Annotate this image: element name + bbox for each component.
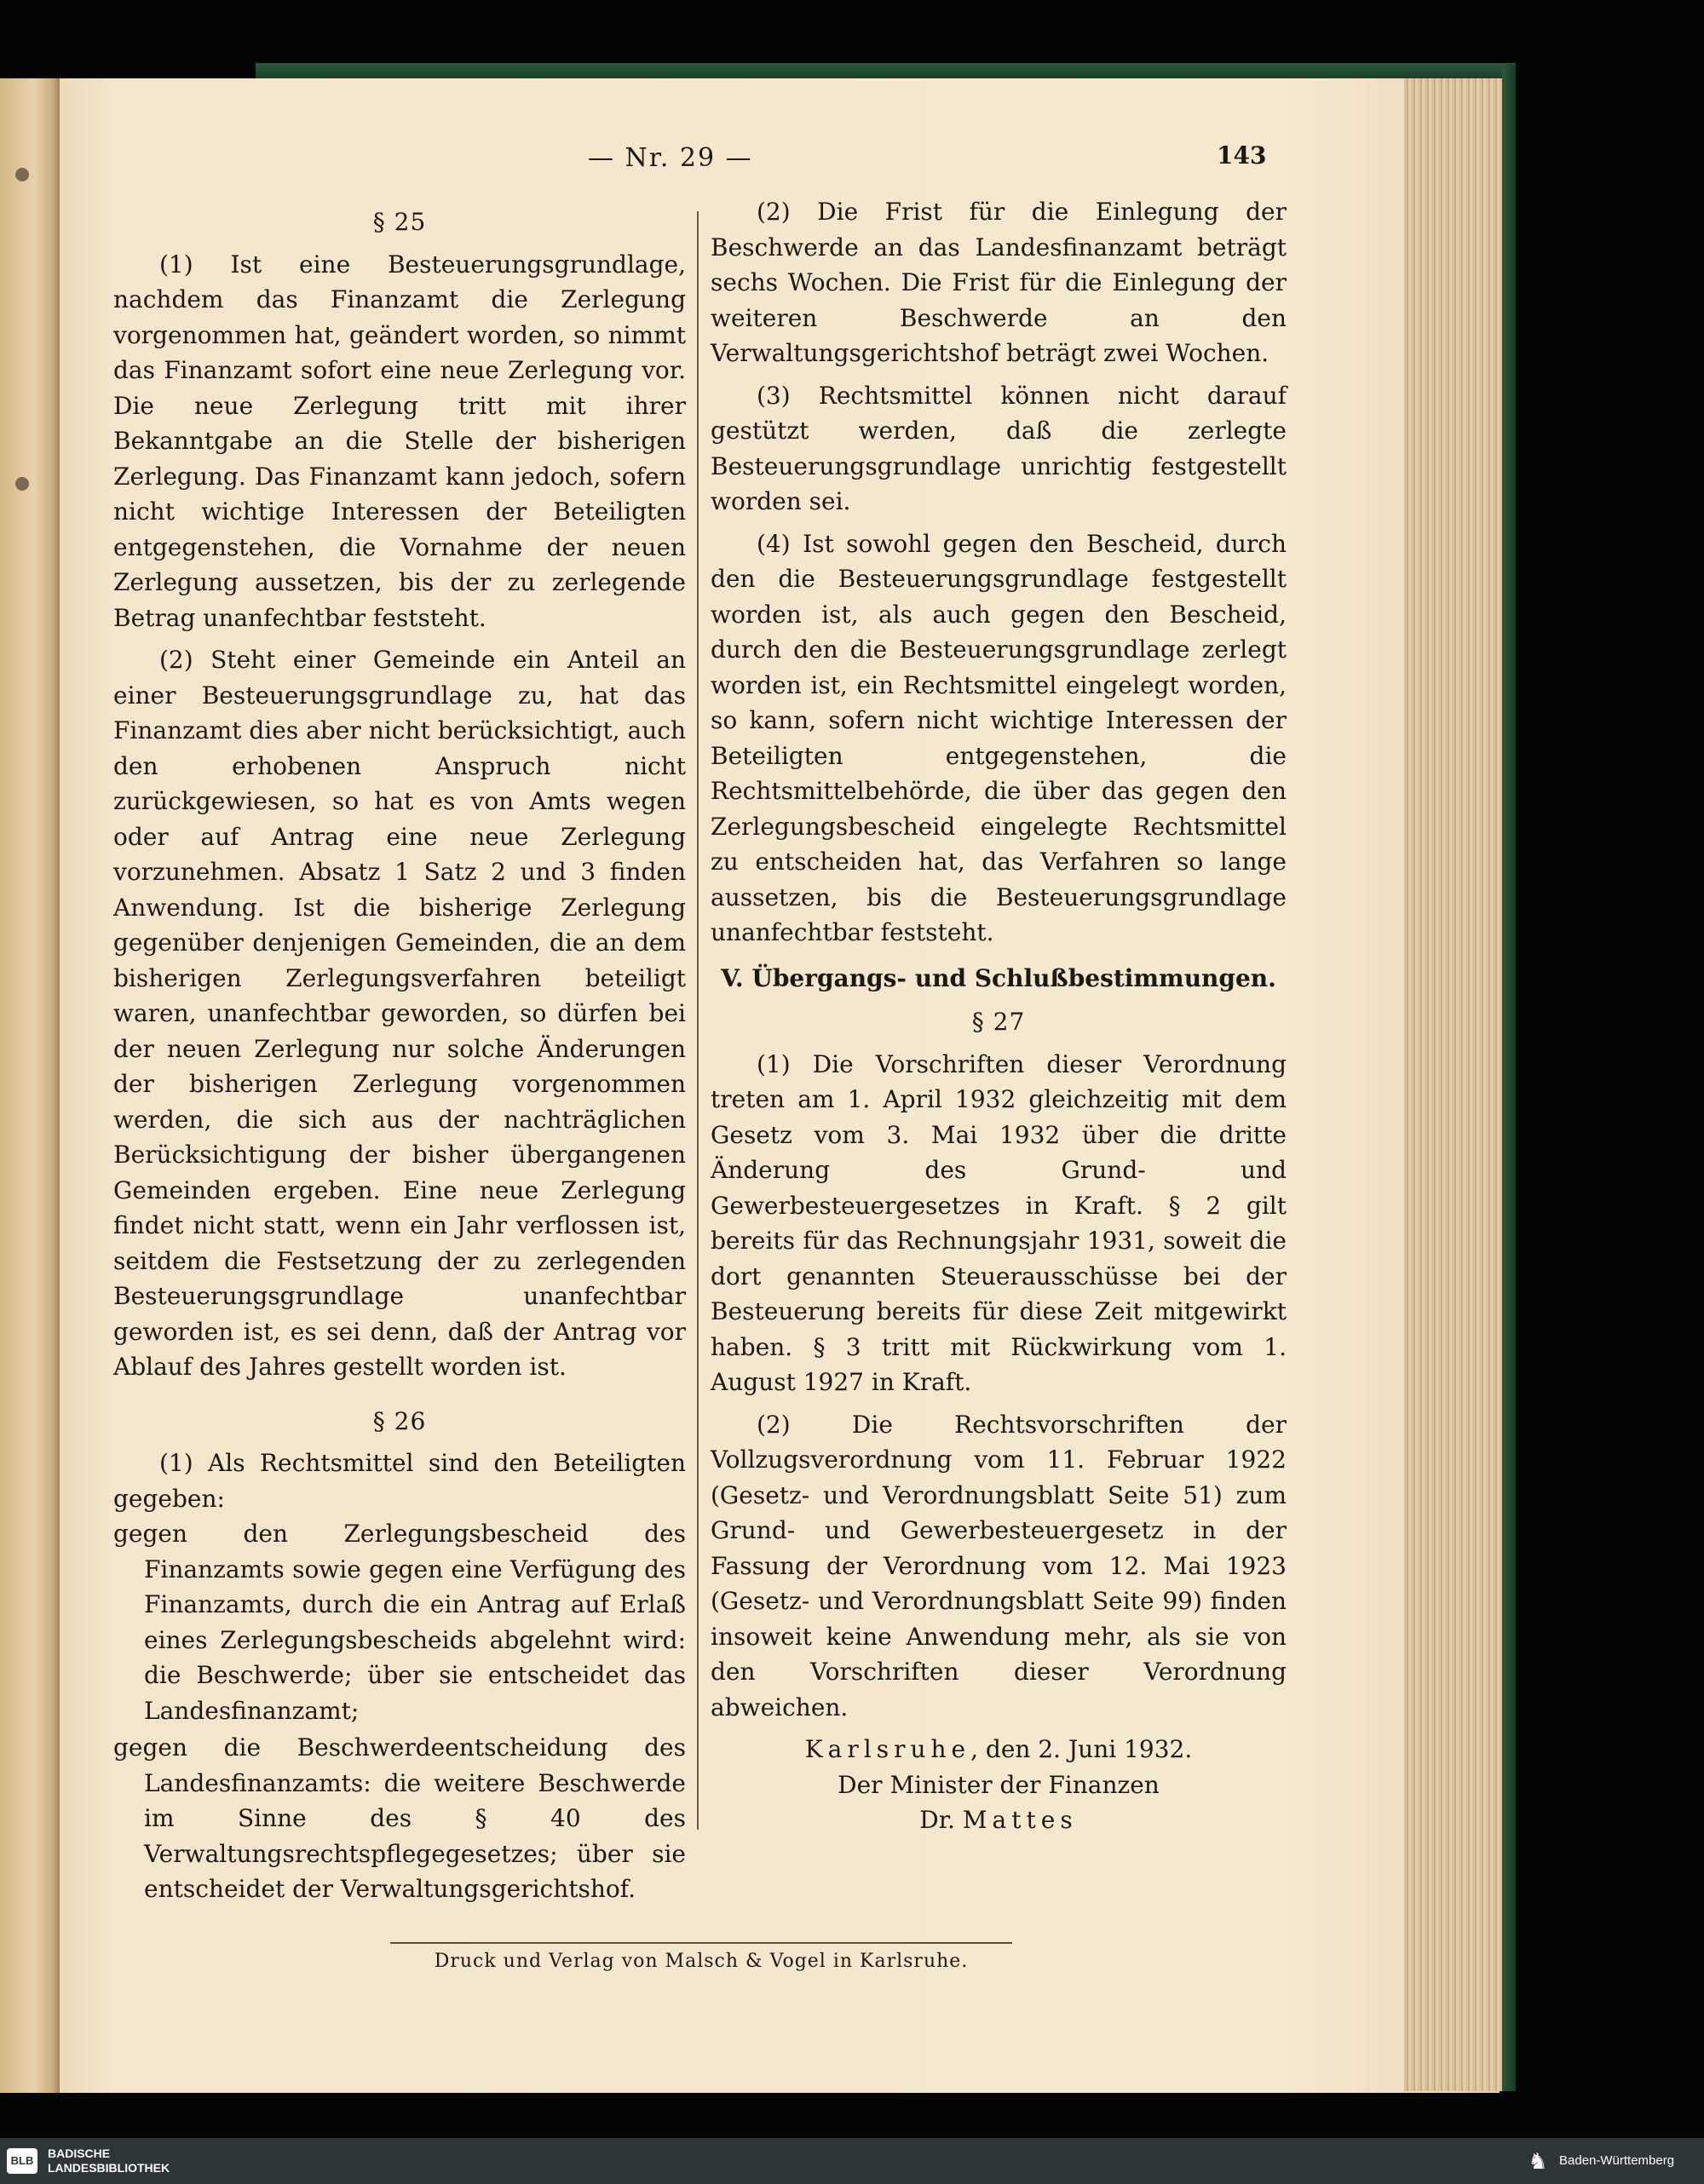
section-27-paragraph-1: (1) Die Vorschriften dieser Verordnung treten am 1. April 1932 gleichzeitig mit dem Gesetz vom 3. Mai 1932 über die dritte Änderung des Grund- und Gewerbesteuergesetzes in Kraft. § 2 gilt bereits für das Rechnungsjahr 1931, soweit die dort genannten Steuerausschüsse bei der Besteuerung bereits für diese Zeit mitgewirkt haben. § 3 tritt mit Rückwirkung vom 1. August 1927 in Kraft.	[711, 1049, 1287, 1396]
book-cover-edge	[1502, 64, 1516, 2091]
section-25-title: § 25	[372, 208, 427, 236]
printer-imprint: Druck und Verlag von Malsch & Vogel in Karlsruhe.	[434, 1951, 969, 1972]
section-27-title: § 27	[971, 1008, 1026, 1036]
library-name-line-2: LANDESBIBLIOTHEK	[48, 2161, 170, 2175]
section-26-item-2: gegen die Beschwerdeentscheidung des Landesfinanzamts: die weitere Beschwerde im Sinne des § 40 des Verwaltungsrechtspflegegesetzes; über sie entscheidet der Verwaltungsgerichtshof.	[113, 1733, 686, 1903]
library-name[interactable]	[48, 2147, 170, 2175]
section-26-item-1: gegen den Zerlegungsbescheid des Finanzamts sowie gegen eine Verfügung des Finanzamts, durch die ein Antrag auf Erlaß eines Zerlegungsbescheids abgelehnt wird: die Beschwerde; über sie entscheidet das Landesfinanzamt;	[113, 1520, 686, 1725]
signatory-prefix: Dr.	[919, 1806, 955, 1834]
imprint-rule	[390, 1942, 1012, 1944]
part-v-heading: V. Übergangs- und Schlußbestimmungen.	[721, 963, 1276, 992]
section-26-title: § 26	[372, 1406, 427, 1435]
signatory-name: Mattes	[962, 1806, 1078, 1834]
place-date-line	[711, 1732, 1287, 1767]
date: , den 2. Juni 1932.	[970, 1735, 1193, 1763]
column-divider	[697, 211, 699, 1830]
running-head: — Nr. 29 —	[588, 143, 753, 173]
section-27-paragraph-2: (2) Die Rechtsvorschriften der Vollzugsverordnung vom 11. Februar 1922 (Gesetz- und Verordnungsblatt Seite 51) zum Grund- und Gewerbesteuergesetz in der Fassung der Verordnung vom 12. Mai 1923 (Gesetz- und Verordnungsblatt Seite 99) finden insoweit keine Anwendung mehr, als sie von den Vorschriften dieser Verordnung abweichen.	[711, 1410, 1287, 1721]
right-column	[711, 194, 1287, 1838]
page-number: 143	[1217, 141, 1267, 170]
section-25-paragraph-2: (2) Steht einer Gemeinde ein Anteil an einer Besteuerungsgrundlage zu, hat das Finanzamt dies aber nicht berücksichtigt, auch den erhobenen Anspruch nicht zurückgewiesen, so hat es von Amts wegen oder auf Antrag eine neue Zerlegung vorzunehmen. Absatz 1 Satz 2 und 3 finden Anwendung. Ist die bisherige Zerlegung gegenüber denjenigen Gemeinden, die an dem bisherigen Zerlegungsverfahren beteiligt waren, unanfechtbar geworden, so dürfen bei der neuen Zerlegung nur solche Änderungen der bisherigen Zerlegung vorgenommen werden, die sich aus der nachträglichen Berücksichtigung der bisher übergangenen Gemeinden ergeben. Eine neue Zerlegung findet nicht statt, wenn ein Jahr verflossen ist, seitdem die Festsetzung der zu zerlegenden Besteuerungsgrundlage unanfechtbar geworden ist, es sei denn, daß der Antrag vor Ablauf des Jahres gestellt worden ist.	[113, 646, 686, 1381]
binding-hole	[15, 168, 29, 181]
book-cover-top	[256, 63, 1516, 78]
binding-hole	[15, 477, 29, 491]
binding-gutter	[0, 78, 60, 2093]
archive-footer-bar	[0, 2138, 1704, 2184]
library-name-line-1: BADISCHE	[48, 2147, 111, 2160]
left-column	[113, 199, 686, 1909]
blb-logo[interactable]: BLB	[7, 2148, 37, 2174]
page-stack-edge	[1404, 68, 1502, 2091]
state-label[interactable]: Baden-Württemberg	[1559, 2153, 1675, 2168]
signatory-line	[711, 1802, 1287, 1838]
section-26-paragraph-2: (2) Die Frist für die Einlegung der Beschwerde an das Landesfinanzamt beträgt sechs Wochen. Die Frist für die Einlegung der weiteren Beschwerde an den Verwaltungsgerichtshof beträgt zwei Wochen.	[711, 198, 1287, 367]
section-26-paragraph-1: (1) Als Rechtsmittel sind den Beteiligten gegeben:	[113, 1449, 686, 1513]
place: Karlsruhe	[804, 1735, 971, 1763]
section-26-paragraph-4: (4) Ist sowohl gegen den Bescheid, durch den die Besteuerungsgrundlage festgestellt worden ist, als auch gegen den Bescheid, durch den die Besteuerungsgrundlage zerlegt worden ist, ein Rechtsmittel eingelegt worden, so kann, sofern nicht wichtige Interessen der Beteiligten entgegenstehen, die Rechtsmittelbehörde, die über das gegen den Zerlegungsbescheid eingelegte Rechtsmittel zu entscheiden hat, das Verfahren so lange aussetzen, bis die Besteuerungsgrundlage unanfechtbar feststeht.	[711, 529, 1287, 946]
coat-of-arms-icon: ♞	[1528, 2149, 1548, 2175]
section-25-paragraph-1: (1) Ist eine Besteuerungsgrundlage, nachdem das Finanzamt die Zerlegung vorgenommen hat, geändert worden, so nimmt das Finanzamt sofort eine neue Zerlegung vor. Die neue Zerlegung tritt mit ihrer Bekanntgabe an die Stelle der bisherigen Zerlegung. Das Finanzamt kann jedoch, sofern nicht wichtige Interessen der Beteiligten entgegenstehen, die Vornahme der neuen Zerlegung aussetzen, bis der zu zerlegende Betrag unanfechtbar feststeht.	[113, 250, 686, 632]
signatory-title: Der Minister der Finanzen	[838, 1770, 1160, 1799]
section-26-paragraph-3: (3) Rechtsmittel können nicht darauf gestützt werden, daß die zerlegte Besteuerungsgrundlage unrichtig festgestellt worden sei.	[711, 381, 1287, 515]
